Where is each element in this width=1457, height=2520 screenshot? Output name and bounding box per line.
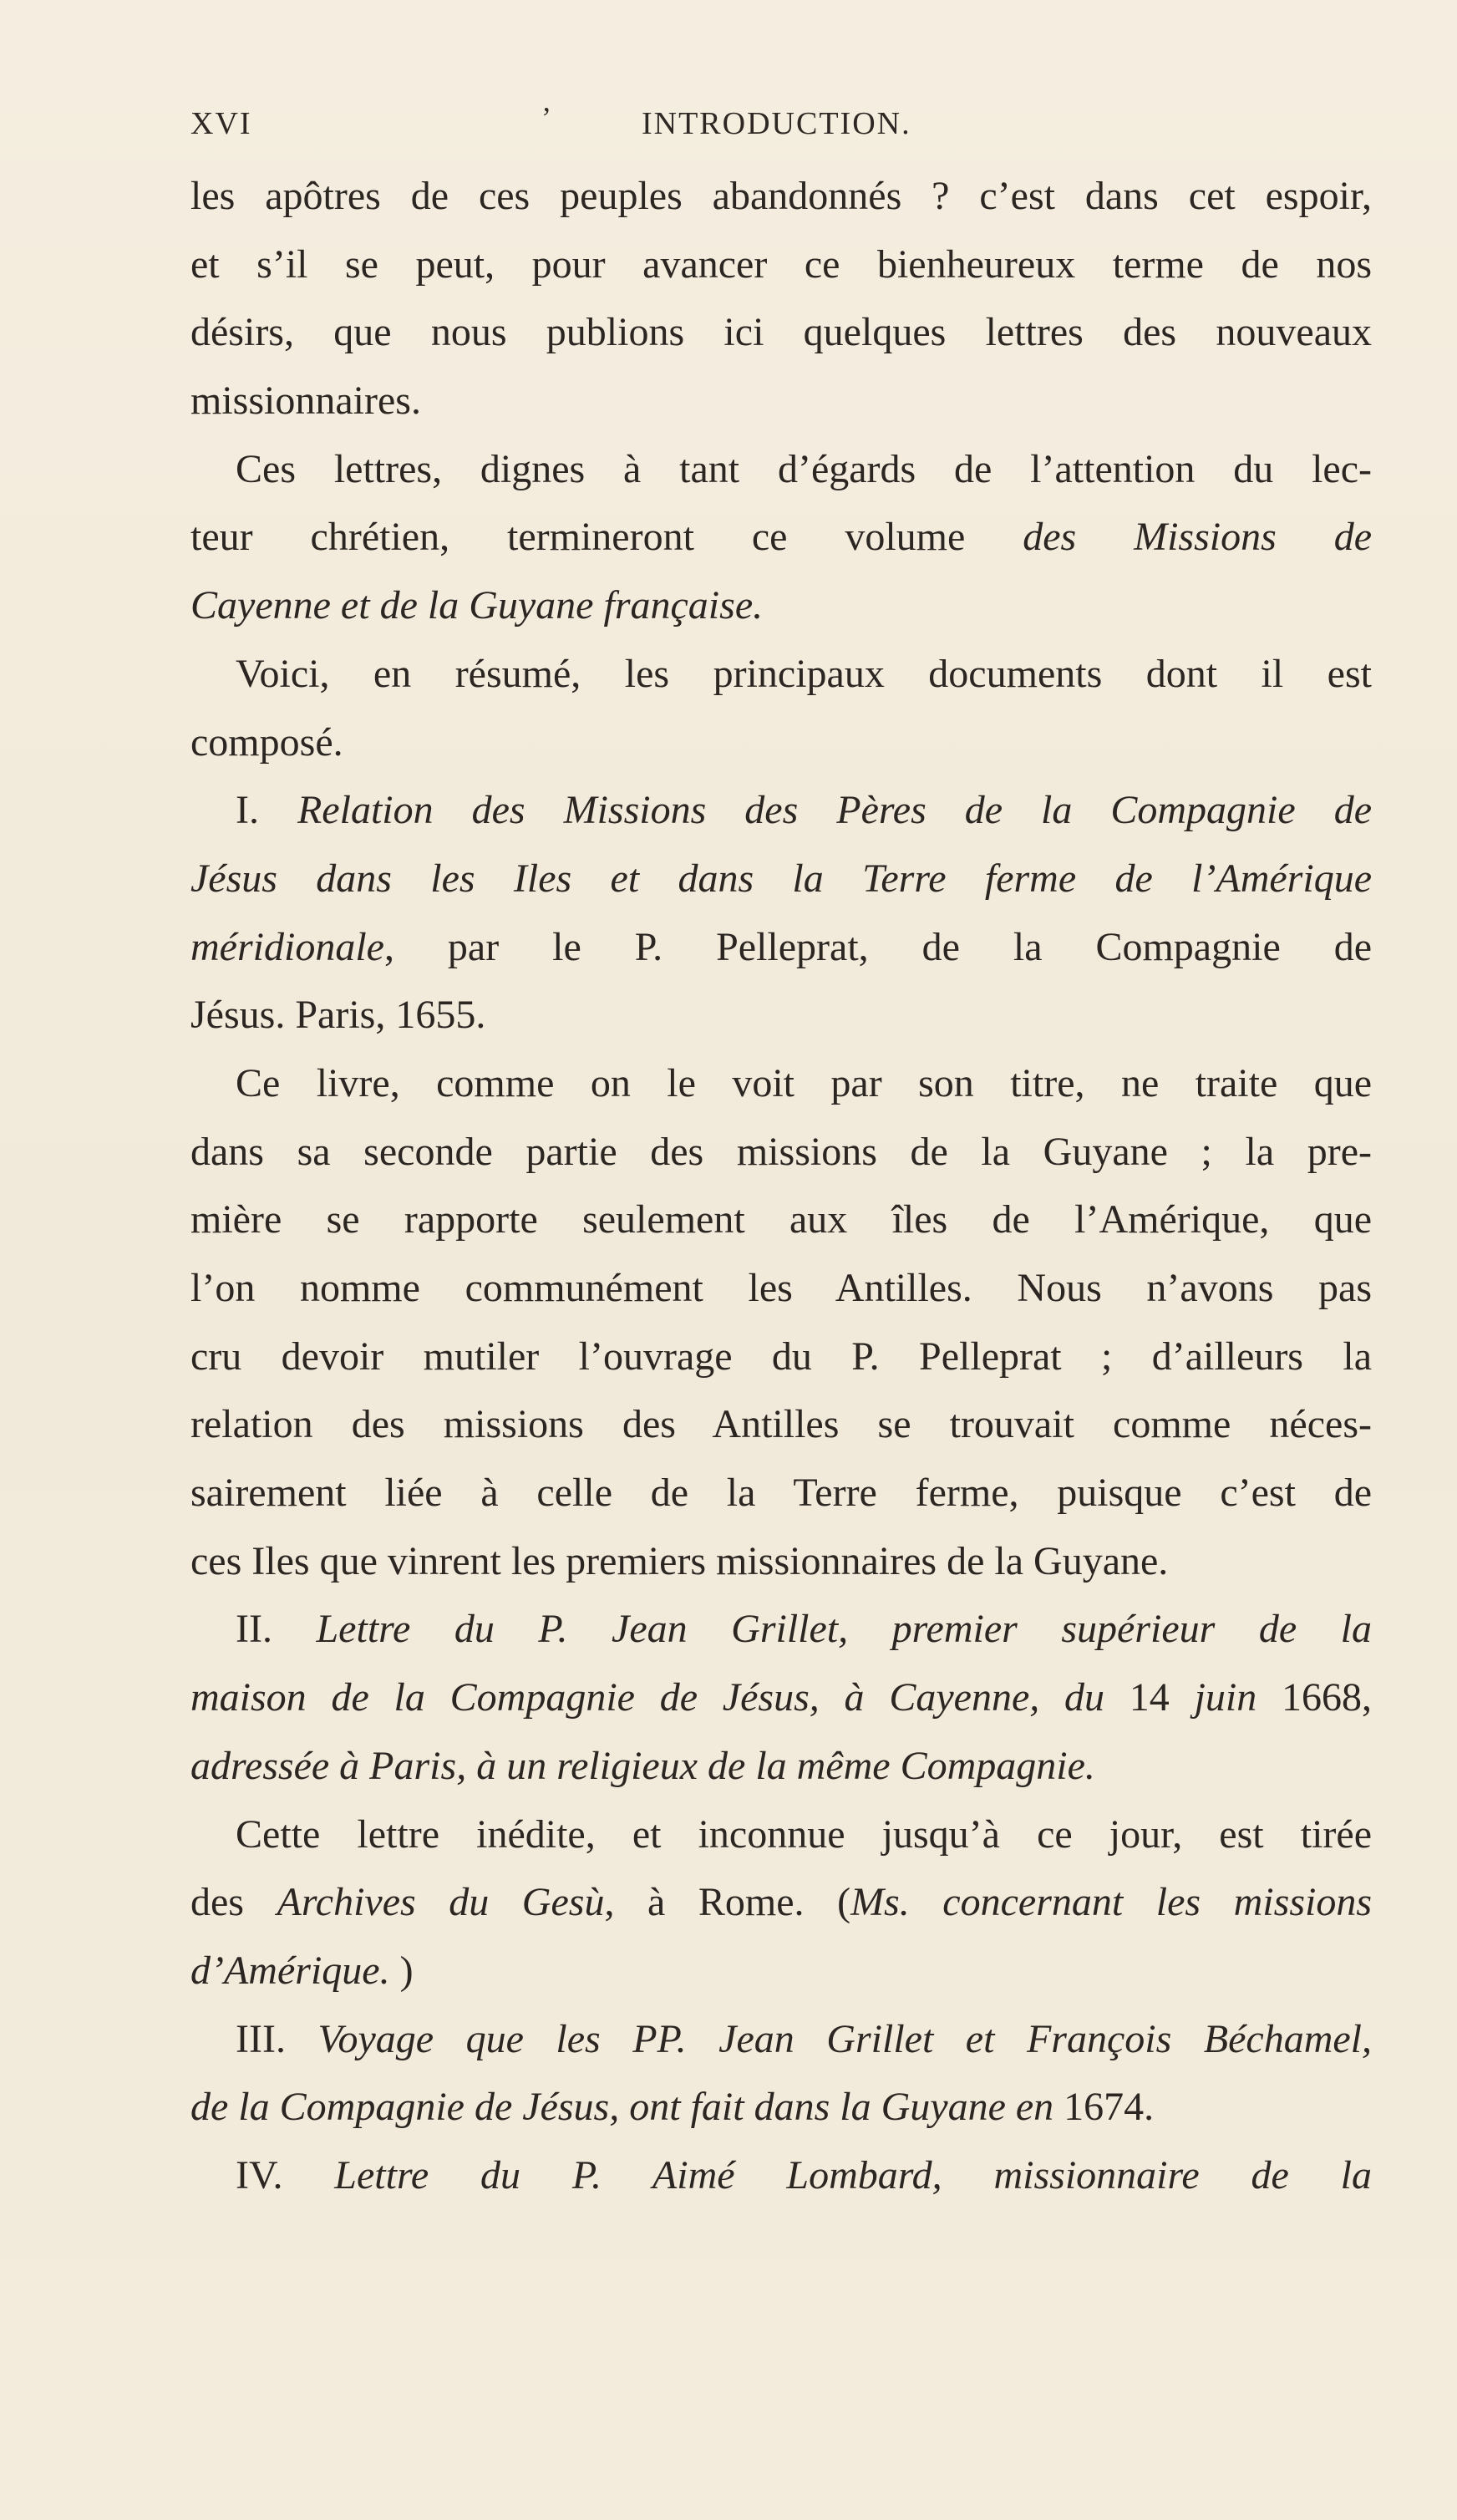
text-line: Voici, en résumé, les principaux documents dont il est (236, 651, 1372, 696)
text-line: dans sa seconde partie des missions de la Guyane ; la pre- (190, 1129, 1372, 1174)
text-line: Ce livre, comme on le voit par son titre, ne traite que (236, 1060, 1372, 1105)
text-line: adressée à Paris, à un religieux de la même Compagnie. (190, 1743, 1095, 1788)
text-line: teur chrétien, termineront ce volume des Missions de (190, 515, 1372, 560)
text-line: cru devoir mutiler l’ouvrage du P. Pelleprat ; d’ailleurs la (190, 1334, 1372, 1379)
text-line: de la Compagnie de Jésus, ont fait dans la Guyane en 1674. (190, 2085, 1155, 2130)
text-line: maison de la Compagnie de Jésus, à Cayenne, du 14 juin 1668, (190, 1675, 1372, 1720)
body-text (190, 162, 1372, 2210)
text-line: I. Relation des Missions des Pères de la Compagnie de (236, 788, 1372, 833)
text-line: Jésus dans les Iles et dans la Terre ferme de l’Amérique (190, 856, 1372, 901)
text-line: ces Iles que vinrent les premiers missionnaires de la Guyane. (190, 1538, 1169, 1583)
text-line: mière se rapporte seulement aux îles de l’Amérique, que (190, 1197, 1372, 1242)
running-title: INTRODUCTION. (642, 106, 911, 141)
text-line: composé. (190, 719, 343, 765)
text-line: désirs, que nous publions ici quelques lettres des nouveaux (190, 310, 1372, 355)
text-line: missionnaires. (190, 379, 421, 424)
text-line: sairement liée à celle de la Terre ferme, puisque c’est de (190, 1471, 1372, 1516)
text-line: Cette lettre inédite, et inconnue jusqu’à ce jour, est tirée (236, 1811, 1372, 1857)
text-line: et s’il se peut, pour avancer ce bienheureux terme de nos (190, 241, 1372, 287)
text-line: Jésus. Paris, 1655. (190, 993, 486, 1038)
text-line: IV. Lettre du P. Aimé Lombard, missionnaire de la (236, 2152, 1372, 2197)
text-line: les apôtres de ces peuples abandonnés ? c’est dans cet espoir, (190, 174, 1372, 218)
text-line: des Archives du Gesù, à Rome. (Ms. concernant les missions (190, 1880, 1372, 1925)
text-line: l’on nomme communément les Antilles. Nous n’avons pas (190, 1266, 1372, 1310)
text-line: méridionale, par le P. Pelleprat, de la Compagnie de (190, 924, 1372, 969)
text-line: III. Voyage que les PP. Jean Grillet et François Béchamel, (236, 2016, 1372, 2061)
page-number: XVI (190, 106, 252, 141)
printer-mark: ʼ (541, 101, 553, 135)
text-line: Cayenne et de la Guyane française. (190, 583, 764, 628)
text-line: d’Amérique. ) (190, 1948, 414, 1993)
text-line: II. Lettre du P. Jean Grillet, premier supérieur de la (236, 1607, 1372, 1652)
text-line: Ces lettres, dignes à tant d’égards de l’attention du lec- (236, 446, 1372, 491)
text-line: relation des missions des Antilles se trouvait comme néces- (190, 1402, 1372, 1447)
